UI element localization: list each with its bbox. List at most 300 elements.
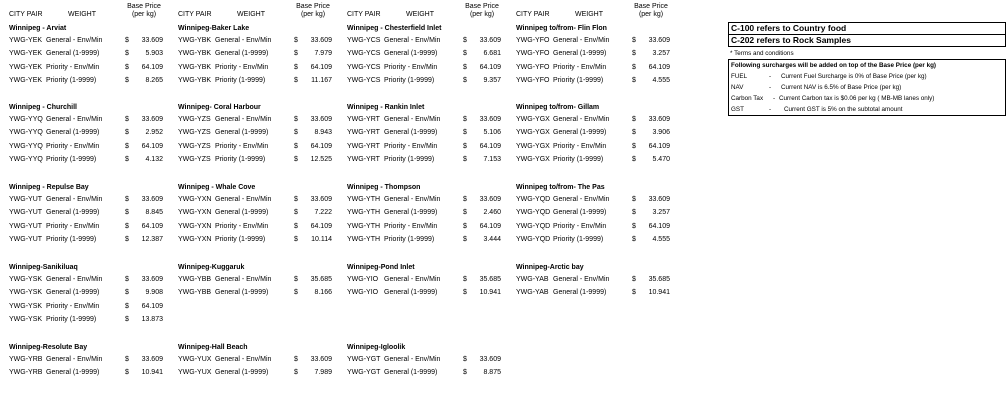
route-block: [178, 183, 332, 247]
route-block: [9, 343, 163, 380]
header-weight: WEIGHT: [68, 11, 96, 18]
surcharge-dash: -: [773, 95, 776, 102]
city-pair-code: YWG-YTH: [347, 222, 381, 230]
rate-row: [347, 273, 501, 286]
terms-label: * Terms and conditions: [730, 50, 794, 57]
route-block: [347, 183, 501, 247]
currency-symbol: $: [632, 37, 636, 44]
rate-row: [516, 193, 670, 206]
rate-row: [178, 34, 332, 47]
rate-row: [347, 74, 501, 87]
base-price-value: 64.109: [310, 142, 332, 150]
city-pair-code: YWG-YTH: [347, 196, 381, 203]
currency-symbol: $: [463, 63, 467, 71]
city-pair-code: YWG-YQD: [516, 222, 551, 230]
city-pair-code: YWG-YSK: [9, 276, 43, 283]
weight-class: Priority (1-9999): [215, 77, 266, 85]
base-price-value: 64.109: [648, 63, 670, 71]
header-weight: WEIGHT: [575, 11, 603, 18]
header-city-pair: CITY PAIR: [347, 11, 381, 18]
currency-symbol: $: [125, 77, 129, 85]
currency-symbol: $: [125, 37, 129, 44]
currency-symbol: $: [632, 77, 636, 85]
weight-class: General - Env/Min: [553, 196, 610, 203]
rate-row: [9, 113, 163, 126]
city-pair-code: YWG-YQD: [516, 236, 551, 244]
city-pair-code: YWG-YZS: [178, 142, 211, 150]
currency-symbol: $: [463, 156, 467, 164]
weight-class: Priority - Env/Min: [553, 222, 607, 230]
city-pair-code: YWG-YYQ: [9, 142, 43, 150]
currency-symbol: $: [463, 289, 467, 297]
city-pair-code: YWG-YIO: [347, 276, 379, 283]
base-price-value: 64.109: [141, 63, 163, 71]
base-price-value: 11.167: [311, 77, 332, 85]
route-title: Winnipeg-Arctic bay: [516, 264, 584, 271]
base-price-value: 33.609: [141, 116, 163, 123]
rate-row: [347, 34, 501, 47]
rate-row: [516, 74, 670, 87]
base-price-value: 10.114: [311, 236, 332, 244]
rate-row: [178, 61, 332, 74]
currency-symbol: $: [463, 356, 467, 363]
header-weight: WEIGHT: [406, 11, 434, 18]
rate-row: [178, 140, 332, 153]
rate-row: [347, 47, 501, 60]
city-pair-code: YWG-YUX: [178, 369, 212, 377]
city-pair-code: YWG-YUT: [9, 196, 43, 203]
weight-class: General - Env/Min: [46, 37, 103, 44]
route-title: Winnipeg - Chesterfield Inlet: [347, 25, 442, 32]
city-pair-code: YWG-YTH: [347, 236, 381, 244]
surcharge-key: GST: [731, 106, 744, 113]
currency-symbol: $: [125, 302, 129, 310]
surcharge-key: FUEL: [731, 73, 748, 80]
surcharge-dash: -: [769, 106, 772, 113]
city-pair-code: YWG-YFO: [516, 63, 550, 71]
weight-class: Priority - Env/Min: [384, 63, 438, 71]
weight-class: Priority (1-9999): [46, 236, 97, 244]
city-pair-code: YWG-YAB: [516, 276, 549, 283]
currency-symbol: $: [463, 142, 467, 150]
route-title: Winnipeg-Resolute Bay: [9, 344, 88, 351]
route-title: Winnipeg - Arviat: [9, 25, 67, 32]
base-price-value: 3.257: [652, 209, 670, 217]
weight-class: General (1-9999): [46, 209, 100, 217]
currency-symbol: $: [125, 289, 129, 297]
weight-class: General (1-9999): [46, 289, 100, 297]
rate-row: [178, 366, 332, 379]
currency-symbol: $: [463, 276, 467, 283]
city-pair-code: YWG-YGX: [516, 129, 550, 137]
city-pair-code: YWG-YGT: [347, 356, 381, 363]
city-pair-code: YWG-YUT: [9, 209, 43, 217]
rate-row: [9, 366, 163, 379]
weight-class: Priority (1-9999): [46, 316, 97, 324]
surcharge-dash: -: [769, 84, 772, 91]
weight-class: General (1-9999): [384, 129, 438, 137]
city-pair-code: YWG-YRT: [347, 129, 380, 137]
base-price-value: 33.609: [479, 356, 501, 363]
weight-class: General (1-9999): [46, 129, 100, 137]
base-price-value: 7.222: [314, 209, 332, 217]
city-pair-code: YWG-YBK: [178, 77, 212, 85]
weight-class: General (1-9999): [553, 209, 607, 217]
city-pair-code: YWG-YXN: [178, 196, 212, 203]
currency-symbol: $: [294, 50, 298, 58]
rate-row: [178, 353, 332, 366]
weight-class: General - Env/Min: [215, 116, 272, 123]
route-block: [516, 103, 670, 167]
route-title: Winnipeg - Whale Cove: [178, 184, 256, 191]
base-price-value: 3.906: [652, 129, 670, 137]
route-block: [347, 263, 501, 300]
city-pair-code: YWG-YSK: [9, 316, 43, 324]
currency-symbol: $: [463, 77, 467, 85]
surcharge-text: Current NAV is 6.5% of Base Price (per kg): [781, 84, 902, 91]
route-title: Winnipeg - Thompson: [347, 184, 421, 191]
route-block: [9, 183, 163, 247]
base-price-value: 64.109: [141, 302, 163, 310]
route-title: Winnipeg to/from- Gillam: [516, 104, 600, 111]
currency-symbol: $: [294, 77, 298, 85]
route-title: Winnipeg-Pond Inlet: [347, 264, 415, 271]
route-title: Winnipeg-Hall Beach: [178, 344, 248, 351]
header-base-price-line2: (per kg): [300, 11, 326, 18]
base-price-value: 33.609: [479, 196, 501, 203]
rate-row: [9, 353, 163, 366]
weight-class: Priority (1-9999): [384, 156, 435, 164]
rate-row: [9, 126, 163, 139]
weight-class: General - Env/Min: [215, 37, 272, 44]
route-title: Winnipeg-Igloolik: [347, 344, 406, 351]
city-pair-code: YWG-YQD: [516, 209, 551, 217]
weight-class: General (1-9999): [384, 289, 438, 297]
currency-symbol: $: [632, 142, 636, 150]
header-base-price: [462, 3, 502, 19]
rate-row: [9, 300, 163, 313]
city-pair-code: YWG-YUT: [9, 236, 43, 244]
header-base-price: [631, 3, 671, 19]
base-price-value: 8.943: [314, 129, 332, 137]
currency-symbol: $: [463, 116, 467, 123]
weight-class: General - Env/Min: [384, 116, 441, 123]
city-pair-code: YWG-YRT: [347, 142, 380, 150]
rate-row: [178, 47, 332, 60]
city-pair-code: YWG-YYQ: [9, 129, 43, 137]
note-c202: C-202 refers to Rock Samples: [729, 34, 1005, 46]
route-title: Winnipeg - Repulse Bay: [9, 184, 89, 191]
weight-class: General - Env/Min: [553, 116, 610, 123]
route-title: Winnipeg to/from- Flin Flon: [516, 25, 607, 32]
base-price-value: 10.941: [648, 289, 670, 297]
base-price-value: 64.109: [310, 222, 332, 230]
base-price-value: 2.460: [483, 209, 501, 217]
route-block: [347, 343, 501, 380]
base-price-value: 12.525: [310, 156, 332, 164]
weight-class: General (1-9999): [384, 369, 438, 377]
base-price-value: 9.357: [483, 77, 501, 85]
currency-symbol: $: [632, 276, 636, 283]
rate-row: [178, 126, 332, 139]
header-city-pair: CITY PAIR: [9, 11, 43, 18]
base-price-value: 33.609: [141, 276, 163, 283]
route-block: [516, 263, 670, 300]
city-pair-code: YWG-YBB: [178, 276, 212, 283]
weight-class: Priority (1-9999): [384, 77, 435, 85]
weight-class: General (1-9999): [553, 50, 607, 58]
currency-symbol: $: [632, 196, 636, 203]
currency-symbol: $: [632, 116, 636, 123]
rate-row: [347, 153, 501, 166]
weight-class: Priority - Env/Min: [553, 63, 607, 71]
surcharge-dash: -: [769, 73, 772, 80]
currency-symbol: $: [125, 196, 129, 203]
currency-symbol: $: [294, 142, 298, 150]
weight-class: Priority (1-9999): [215, 236, 266, 244]
rate-row: [516, 47, 670, 60]
currency-symbol: $: [463, 209, 467, 217]
base-price-value: 64.109: [479, 63, 501, 71]
rate-row: [9, 34, 163, 47]
currency-symbol: $: [632, 129, 636, 137]
currency-symbol: $: [294, 116, 298, 123]
rate-row: [178, 74, 332, 87]
currency-symbol: $: [294, 276, 298, 283]
rate-row: [347, 233, 501, 246]
route-block: [9, 103, 163, 167]
weight-class: Priority (1-9999): [384, 236, 435, 244]
weight-class: Priority - Env/Min: [215, 222, 269, 230]
base-price-value: 33.609: [141, 356, 163, 363]
base-price-value: 64.109: [310, 63, 332, 71]
route-title: Winnipeg - Churchill: [9, 104, 77, 111]
surcharge-title: Following surcharges will be added on top of the Base Price (per kg): [731, 62, 937, 69]
currency-symbol: $: [463, 129, 467, 137]
rate-row: [9, 233, 163, 246]
base-price-value: 33.609: [310, 37, 332, 44]
weight-class: Priority (1-9999): [553, 156, 604, 164]
rate-row: [516, 34, 670, 47]
rate-row: [178, 273, 332, 286]
currency-symbol: $: [125, 50, 129, 58]
rate-row: [9, 74, 163, 87]
route-title: Winnipeg- Coral Harbour: [178, 104, 261, 111]
weight-class: Priority (1-9999): [215, 156, 266, 164]
rate-row: [347, 366, 501, 379]
weight-class: Priority (1-9999): [46, 156, 97, 164]
header-base-price-line1: Base Price: [634, 3, 668, 10]
city-pair-code: YWG-YTH: [347, 209, 381, 217]
rate-row: [9, 193, 163, 206]
surcharge-text: Current GST is 5% on the subtotal amount: [784, 106, 903, 113]
weight-class: Priority - Env/Min: [46, 63, 100, 71]
rate-row: [347, 126, 501, 139]
rate-row: [9, 153, 163, 166]
header-base-price-line1: Base Price: [127, 3, 161, 10]
header-base-price-line2: (per kg): [131, 11, 157, 18]
base-price-value: 64.109: [479, 222, 501, 230]
rate-row: [9, 273, 163, 286]
rate-row: [516, 153, 670, 166]
base-price-value: 33.609: [479, 37, 501, 44]
currency-symbol: $: [294, 356, 298, 363]
weight-class: General - Env/Min: [384, 37, 441, 44]
rate-row: [347, 113, 501, 126]
base-price-value: 2.952: [145, 129, 163, 137]
route-block: [9, 24, 163, 88]
base-price-value: 5.903: [145, 50, 163, 58]
currency-symbol: $: [463, 50, 467, 58]
currency-symbol: $: [125, 156, 129, 164]
rate-row: [9, 286, 163, 299]
city-pair-code: YWG-YFO: [516, 37, 550, 44]
base-price-value: 33.609: [479, 116, 501, 123]
rate-row: [9, 47, 163, 60]
route-block: [178, 343, 332, 380]
weight-class: General - Env/Min: [553, 276, 610, 283]
city-pair-code: YWG-YBB: [178, 289, 212, 297]
city-pair-code: YWG-YSK: [9, 289, 43, 297]
city-pair-code: YWG-YGX: [516, 142, 550, 150]
rate-row: [178, 286, 332, 299]
currency-symbol: $: [463, 196, 467, 203]
rate-row: [347, 61, 501, 74]
route-block: [178, 263, 332, 300]
city-pair-code: YWG-YFO: [516, 77, 550, 85]
weight-class: General (1-9999): [384, 50, 438, 58]
weight-class: Priority (1-9999): [46, 77, 97, 85]
route-title: Winnipeg-Kuggaruk: [178, 264, 245, 271]
currency-symbol: $: [632, 63, 636, 71]
rate-row: [9, 313, 163, 326]
base-price-value: 8.875: [483, 369, 501, 377]
rate-row: [516, 126, 670, 139]
base-price-value: 13.873: [141, 316, 163, 324]
currency-symbol: $: [125, 236, 129, 244]
weight-class: Priority - Env/Min: [384, 222, 438, 230]
weight-class: General (1-9999): [553, 289, 607, 297]
city-pair-code: YWG-YEK: [9, 50, 43, 58]
city-pair-code: YWG-YFO: [516, 50, 550, 58]
surcharge-row: [729, 93, 1005, 104]
route-block: [516, 24, 670, 88]
base-price-value: 4.132: [145, 156, 163, 164]
currency-symbol: $: [294, 289, 298, 297]
city-pair-code: YWG-YZS: [178, 129, 211, 137]
route-block: [178, 103, 332, 167]
base-price-value: 33.609: [141, 37, 163, 44]
route-block: [347, 24, 501, 88]
header-base-price: [293, 3, 333, 19]
rate-row: [516, 113, 670, 126]
surcharge-row: [729, 71, 1005, 82]
rate-row: [9, 206, 163, 219]
currency-symbol: $: [632, 50, 636, 58]
base-price-value: 5.470: [652, 156, 670, 164]
currency-symbol: $: [463, 369, 467, 377]
currency-symbol: $: [125, 356, 129, 363]
currency-symbol: $: [125, 116, 129, 123]
base-price-value: 4.555: [652, 236, 670, 244]
weight-class: General (1-9999): [215, 369, 269, 377]
rate-row: [516, 233, 670, 246]
header-weight: WEIGHT: [237, 11, 265, 18]
currency-symbol: $: [632, 236, 636, 244]
currency-symbol: $: [294, 222, 298, 230]
weight-class: Priority - Env/Min: [553, 142, 607, 150]
base-price-value: 7.979: [314, 50, 332, 58]
currency-symbol: $: [632, 156, 636, 164]
route-title: Winnipeg-Sanikiluaq: [9, 264, 78, 271]
surcharge-row: [729, 82, 1005, 93]
base-price-value: 64.109: [648, 142, 670, 150]
base-price-value: 33.609: [648, 116, 670, 123]
weight-class: General - Env/Min: [553, 37, 610, 44]
header-base-price: [124, 3, 164, 19]
route-block: [9, 263, 163, 327]
weight-class: General - Env/Min: [384, 276, 441, 283]
rate-row: [516, 61, 670, 74]
currency-symbol: $: [632, 289, 636, 297]
weight-class: Priority - Env/Min: [384, 142, 438, 150]
header-base-price-line1: Base Price: [296, 3, 330, 10]
weight-class: General - Env/Min: [215, 276, 272, 283]
base-price-value: 3.257: [652, 50, 670, 58]
rate-row: [347, 193, 501, 206]
header-city-pair: CITY PAIR: [178, 11, 212, 18]
base-price-value: 35.685: [310, 276, 332, 283]
rate-row: [347, 140, 501, 153]
base-price-value: 35.685: [648, 276, 670, 283]
city-pair-code: YWG-YCS: [347, 37, 381, 44]
header-base-price-line1: Base Price: [465, 3, 499, 10]
base-price-value: 8.845: [145, 209, 163, 217]
weight-class: Priority (1-9999): [553, 77, 604, 85]
rate-row: [178, 193, 332, 206]
rate-row: [178, 233, 332, 246]
currency-symbol: $: [632, 209, 636, 217]
currency-symbol: $: [294, 37, 298, 44]
weight-class: General - Env/Min: [46, 276, 103, 283]
city-pair-code: YWG-YZS: [178, 156, 211, 164]
rate-row: [347, 353, 501, 366]
base-price-value: 33.609: [310, 116, 332, 123]
base-price-value: 33.609: [648, 37, 670, 44]
note-c100: C-100 refers to Country food: [731, 23, 847, 33]
route-title: Winnipeg to/from- The Pas: [516, 184, 605, 191]
rate-row: [516, 220, 670, 233]
route-block: [347, 103, 501, 167]
base-price-value: 33.609: [141, 196, 163, 203]
surcharge-text: Current Fuel Surcharge is 0% of Base Price (per kg): [781, 73, 927, 80]
currency-symbol: $: [294, 369, 298, 377]
city-pair-code: YWG-YSK: [9, 302, 43, 310]
surcharge-key: NAV: [731, 84, 744, 91]
city-pair-code: YWG-YRT: [347, 116, 380, 123]
surcharge-text: Current Carbon tax is $0.06 per kg ( MB-MB lanes only): [779, 95, 935, 102]
city-pair-code: YWG-YIO: [347, 289, 379, 297]
base-price-value: 33.609: [310, 356, 332, 363]
base-price-value: 33.609: [310, 196, 332, 203]
notes-panel: [728, 22, 1006, 116]
weight-class: General - Env/Min: [215, 356, 272, 363]
weight-class: General (1-9999): [215, 289, 269, 297]
currency-symbol: $: [125, 129, 129, 137]
base-price-value: 64.109: [141, 222, 163, 230]
base-price-value: 12.387: [141, 236, 163, 244]
city-pair-code: YWG-YCS: [347, 63, 381, 71]
